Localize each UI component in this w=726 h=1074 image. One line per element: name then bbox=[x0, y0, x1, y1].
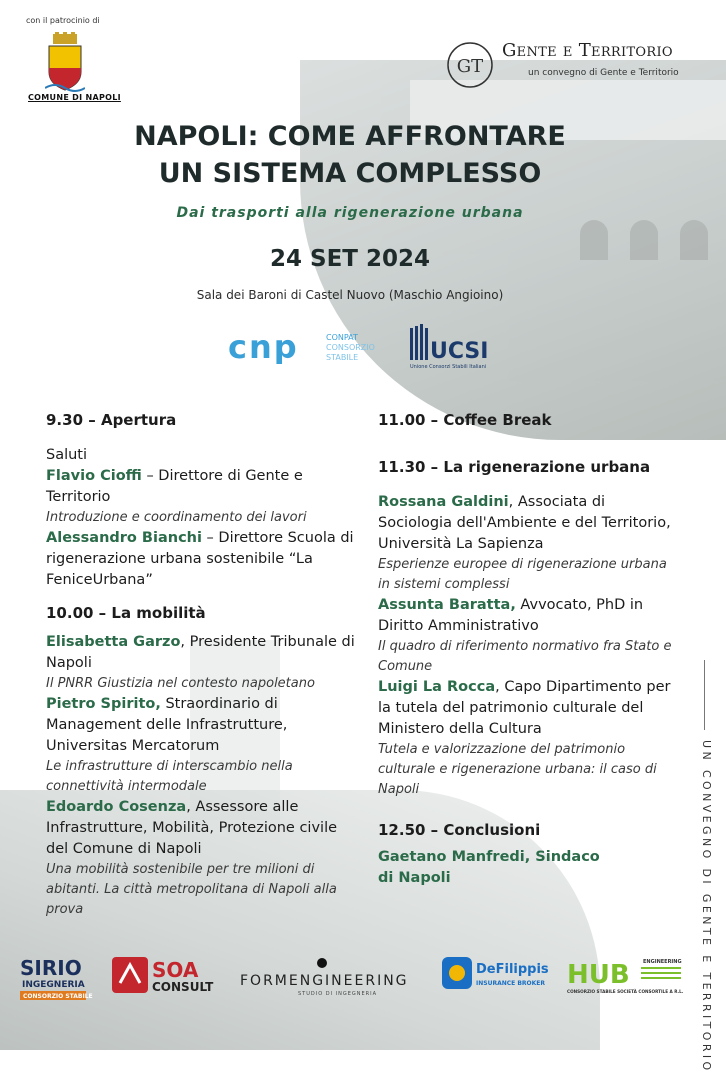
speaker-entry: Luigi La Rocca, Capo Dipartimento per la tutela del patrimonio culturale del Ministero della Cultura bbox=[378, 679, 671, 737]
comune-crest-icon bbox=[45, 32, 85, 94]
svg-text:CONSORZIO STABILE SOCIETÀ CONS: CONSORZIO STABILE SOCIETÀ CONSORTILE A R.L. bbox=[567, 989, 684, 994]
speaker-entry: Alessandro Bianchi – Direttore Scuola di rigenerazione urbana sostenibile “La FeniceUrbana” bbox=[46, 530, 354, 588]
svg-text:Unione Consorzi Stabili Italia: Unione Consorzi Stabili Italiani bbox=[410, 364, 487, 370]
sirio-logo bbox=[18, 953, 93, 1003]
svg-text:INSURANCE BROKER: INSURANCE BROKER bbox=[476, 980, 545, 987]
speaker-entry: Rossana Galdini, Associata di Sociologia dell'Ambiente e del Territorio, Università La Sapienza bbox=[378, 494, 671, 552]
session-title: 11.30 – La rigenerazione urbana bbox=[378, 458, 651, 476]
svg-text:cnp: cnp bbox=[228, 330, 299, 364]
svg-text:INGEGNERIA: INGEGNERIA bbox=[22, 980, 85, 990]
svg-text:CONPAT: CONPAT bbox=[326, 333, 358, 342]
gente-territorio-logo-icon bbox=[446, 41, 494, 89]
event-date: 24 SET 2024 bbox=[269, 246, 430, 272]
svg-text:GT: GT bbox=[456, 56, 484, 77]
org-subtitle: un convegno di Gente e Territorio bbox=[528, 68, 679, 78]
talk-title: Introduzione e coordinamento dei lavori bbox=[46, 510, 307, 525]
svg-text:STUDIO DI INGEGNERIA: STUDIO DI INGEGNERIA bbox=[298, 991, 378, 997]
svg-text:CONSORZIO: CONSORZIO bbox=[326, 343, 375, 352]
svg-text:HUB: HUB bbox=[567, 960, 630, 990]
side-vertical-label: UN CONVEGNO DI GENTE E TERRITORIO bbox=[700, 740, 713, 1074]
speaker-entry: Elisabetta Garzo, Presidente Tribunale di Napoli bbox=[46, 634, 355, 671]
session-title: 10.00 – La mobilità bbox=[46, 604, 206, 622]
svg-text:UCSI: UCSI bbox=[430, 339, 489, 364]
session-title: 12.50 – Conclusioni bbox=[378, 821, 541, 839]
svg-text:STABILE: STABILE bbox=[326, 353, 359, 362]
talk-title: Le infrastrutture di interscambio nella connettività intermodale bbox=[46, 759, 293, 794]
event-title: NAPOLI: COME AFFRONTARE UN SISTEMA COMPLESSO bbox=[134, 121, 566, 189]
svg-text:CONSORZIO STABILE: CONSORZIO STABILE bbox=[23, 993, 93, 1000]
side-divider bbox=[704, 660, 705, 730]
defilippis-logo bbox=[440, 953, 550, 993]
talk-title: Tutela e valorizzazione del patrimonio culturale e rigenerazione urbana: il caso di Napoli bbox=[378, 742, 657, 797]
svg-text:ENGINEERING: ENGINEERING bbox=[643, 959, 682, 965]
hub-engineering-logo bbox=[565, 955, 685, 997]
patronage-label: con il patrocinio di bbox=[26, 16, 100, 25]
event-subtitle: Dai trasporti alla rigenerazione urbana bbox=[176, 205, 524, 221]
formengineering-logo bbox=[240, 951, 420, 997]
ucsi-logo bbox=[408, 322, 500, 372]
svg-text:FORMENGINEERING: FORMENGINEERING bbox=[240, 973, 409, 989]
closing-speaker: Gaetano Manfredi, Sindaco di Napoli bbox=[378, 849, 600, 886]
comune-di-napoli-label: COMUNE DI NAPOLI bbox=[28, 93, 121, 102]
sponsor-strip bbox=[0, 945, 726, 1015]
speaker-entry: Pietro Spirito, Straordinario di Management delle Infrastrutture, Universitas Mercatorum bbox=[46, 696, 288, 754]
svg-text:CONSULT: CONSULT bbox=[152, 980, 214, 994]
svg-text:DeFilippis: DeFilippis bbox=[476, 962, 549, 977]
talk-title: Esperienze europee di rigenerazione urbana in sistemi complessi bbox=[378, 557, 667, 592]
session-title: 11.00 – Coffee Break bbox=[378, 411, 552, 429]
talk-title: Il PNRR Giustizia nel contesto napoletano bbox=[46, 676, 315, 691]
speaker-entry: Flavio Cioffi – Direttore di Gente e Territorio bbox=[46, 468, 303, 505]
org-title: Gente e Territorio bbox=[502, 40, 673, 61]
svg-text:SOA: SOA bbox=[152, 958, 199, 982]
cnp-conpat-logo bbox=[228, 330, 388, 364]
session-title: 9.30 – Apertura bbox=[46, 411, 177, 429]
program-left-column bbox=[46, 410, 356, 920]
speaker-entry: Assunta Baratta, Avvocato, PhD in Diritto Amministrativo bbox=[378, 597, 644, 634]
talk-title: Il quadro di riferimento normativo fra Stato e Comune bbox=[378, 639, 672, 674]
greeting-label: Saluti bbox=[46, 447, 88, 463]
event-venue: Sala dei Baroni di Castel Nuovo (Maschio Angioino) bbox=[196, 288, 504, 302]
soa-consult-logo bbox=[110, 953, 220, 997]
speaker-entry: Edoardo Cosenza, Assessore alle Infrastrutture, Mobilità, Protezione civile del Comune di Napoli bbox=[46, 799, 338, 857]
talk-title: Una mobilità sostenibile per tre milioni di abitanti. La città metropolitana di Napoli alla prova bbox=[46, 862, 337, 917]
svg-text:SIRIO: SIRIO bbox=[20, 956, 82, 980]
program-right-column bbox=[378, 410, 678, 889]
